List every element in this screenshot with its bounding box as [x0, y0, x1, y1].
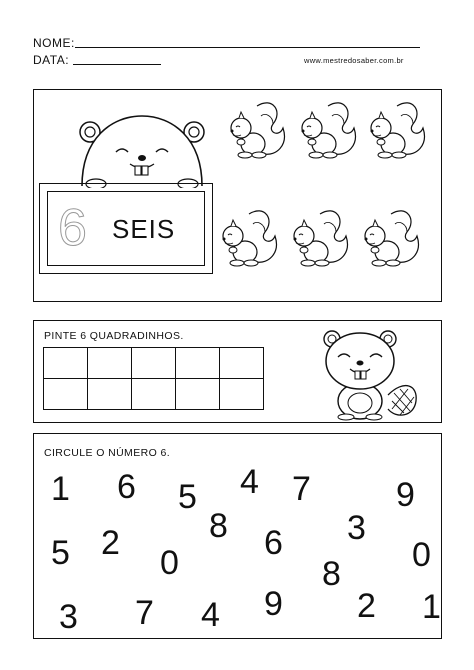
grid-cell[interactable] — [132, 348, 176, 379]
squirrel-icon — [290, 206, 352, 270]
digit[interactable]: 1 — [422, 588, 441, 626]
digit[interactable]: 7 — [135, 594, 154, 632]
date-label: DATA: — [33, 53, 70, 67]
digit[interactable]: 0 — [160, 544, 179, 582]
grid-cell[interactable] — [88, 348, 132, 379]
squirrel-icon — [219, 206, 281, 270]
digit[interactable]: 4 — [240, 463, 259, 501]
grid-cell[interactable] — [44, 348, 88, 379]
tracing-number: 6 — [58, 199, 87, 257]
grid-cell[interactable] — [220, 379, 264, 410]
digit[interactable]: 2 — [101, 524, 120, 562]
grid-cell[interactable] — [220, 348, 264, 379]
digit[interactable]: 5 — [178, 478, 197, 516]
digit[interactable]: 5 — [51, 534, 70, 572]
website-url: www.mestredosaber.com.br — [304, 56, 404, 65]
number-panel — [33, 89, 442, 302]
digit[interactable]: 2 — [357, 587, 376, 625]
date-line[interactable] — [73, 64, 161, 65]
digit[interactable]: 4 — [201, 596, 220, 634]
grid-cell[interactable] — [88, 379, 132, 410]
number-word: SEIS — [112, 214, 176, 244]
grid-cell[interactable] — [176, 379, 220, 410]
grid-cell[interactable] — [176, 348, 220, 379]
circle-panel — [33, 433, 442, 639]
squirrel-icon — [227, 98, 289, 162]
digit[interactable]: 3 — [347, 509, 366, 547]
digit[interactable]: 3 — [59, 598, 78, 636]
paint-grid[interactable] — [43, 347, 264, 410]
digit[interactable]: 8 — [322, 555, 341, 593]
name-label: NOME: — [33, 36, 75, 50]
digit[interactable]: 6 — [117, 468, 136, 506]
digit[interactable]: 7 — [292, 470, 311, 508]
grid-row — [44, 348, 264, 379]
beaver-head-icon — [72, 108, 212, 186]
grid-row — [44, 379, 264, 410]
digit[interactable]: 0 — [412, 536, 431, 574]
digit[interactable]: 1 — [51, 470, 70, 508]
paint-instruction: PINTE 6 QUADRADINHOS. — [44, 330, 184, 342]
digit[interactable]: 8 — [209, 507, 228, 545]
squirrel-icon — [361, 206, 423, 270]
circle-instruction: CIRCULE O NÚMERO 6. — [44, 447, 171, 459]
number-card-inner — [47, 191, 205, 266]
name-line[interactable] — [75, 47, 420, 48]
beaver-icon — [318, 323, 418, 421]
digit[interactable]: 9 — [396, 476, 415, 514]
grid-cell[interactable] — [44, 379, 88, 410]
squirrel-icon — [298, 98, 360, 162]
number-card-outer — [39, 183, 213, 274]
paint-panel — [33, 320, 442, 423]
digit[interactable]: 6 — [264, 524, 283, 562]
squirrel-icon — [367, 98, 429, 162]
digit[interactable]: 9 — [264, 585, 283, 623]
grid-cell[interactable] — [132, 379, 176, 410]
